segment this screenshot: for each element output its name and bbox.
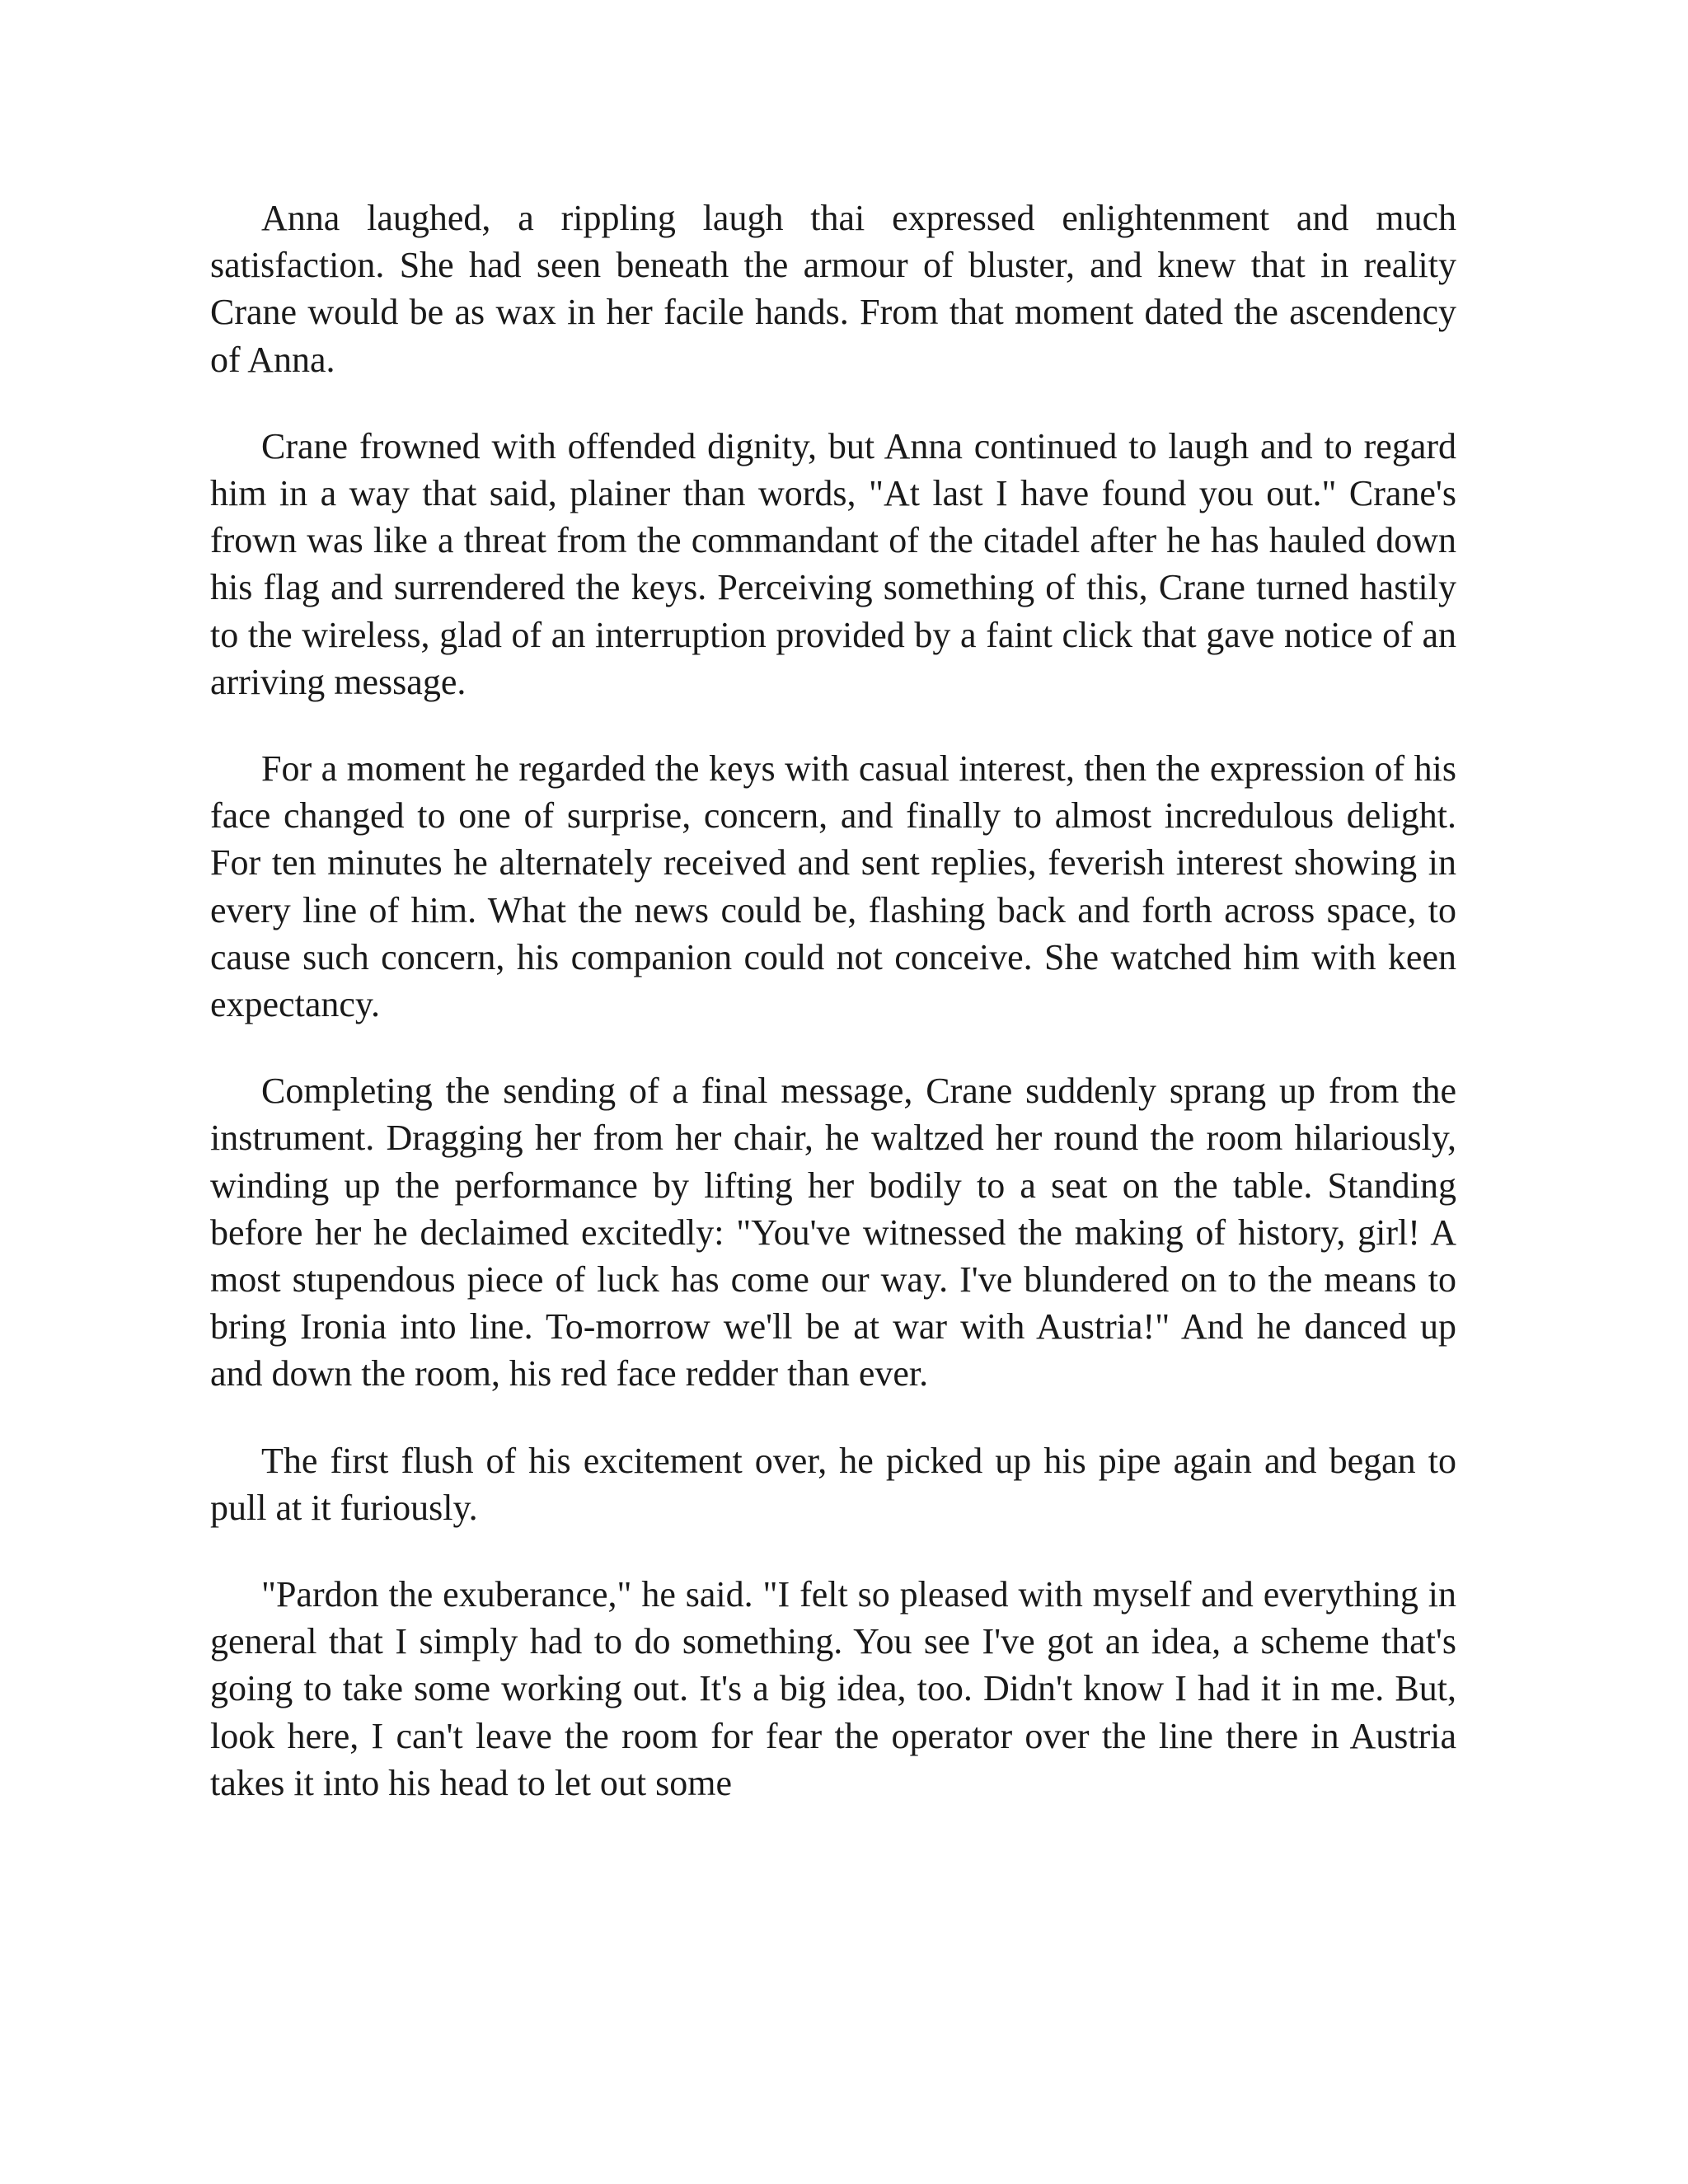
paragraph-4: Completing the sending of a final message, Crane suddenly sprang up from the instrument. Dragging her from her chair, he waltzed her round the room hilariously, winding up the performance by lifting her bodily to a seat on the table. Standing before her he declaimed excitedly: "You've witnessed the making of history, girl! A most stupendous piece of luck has come our way. I've blundered on to the means to bring Ironia into line. To-morrow we'll be at war with Austria!" And he danced up and down the room, his red face redder than ever. (210, 1071, 1456, 1394)
paragraph-1: Anna laughed, a rippling laugh thai expressed enlightenment and much satisfaction. She had seen beneath the armour of bluster, and knew that in reality Crane would be as wax in her facile hands. From that moment dated the ascendency of Anna. (210, 198, 1456, 380)
body-text (210, 194, 1456, 1807)
paragraph-6: "Pardon the exuberance," he said. "I felt so pleased with myself and everything in general that I simply had to do something. You see I've got an idea, a scheme that's going to take some working out. It's a big idea, too. Didn't know I had it in me. But, look here, I can't leave the room for fear the operator over the line there in Austria takes it into his head to let out some (210, 1574, 1456, 1803)
paragraph-2: Crane frowned with offended dignity, but Anna continued to laugh and to regard him in a way that said, plainer than words, "At last I have found you out." Crane's frown was like a threat from the commandant of the citadel after he has hauled down his flag and surrendered the keys. Perceiving something of this, Crane turned hastily to the wireless, glad of an interruption provided by a faint click that gave notice of an arriving message. (210, 425, 1456, 702)
paragraph-5: The first flush of his excitement over, he picked up his pipe again and began to pull at it furiously. (210, 1440, 1456, 1528)
paragraph-3: For a moment he regarded the keys with casual interest, then the expression of his face changed to one of surprise, concern, and finally to almost incredulous delight. For ten minutes he alternately received and sent replies, feverish interest showing in every line of him. What the news could be, flashing back and forth across space, to cause such concern, his companion could not conceive. She watched him with keen expectancy. (210, 748, 1456, 1025)
